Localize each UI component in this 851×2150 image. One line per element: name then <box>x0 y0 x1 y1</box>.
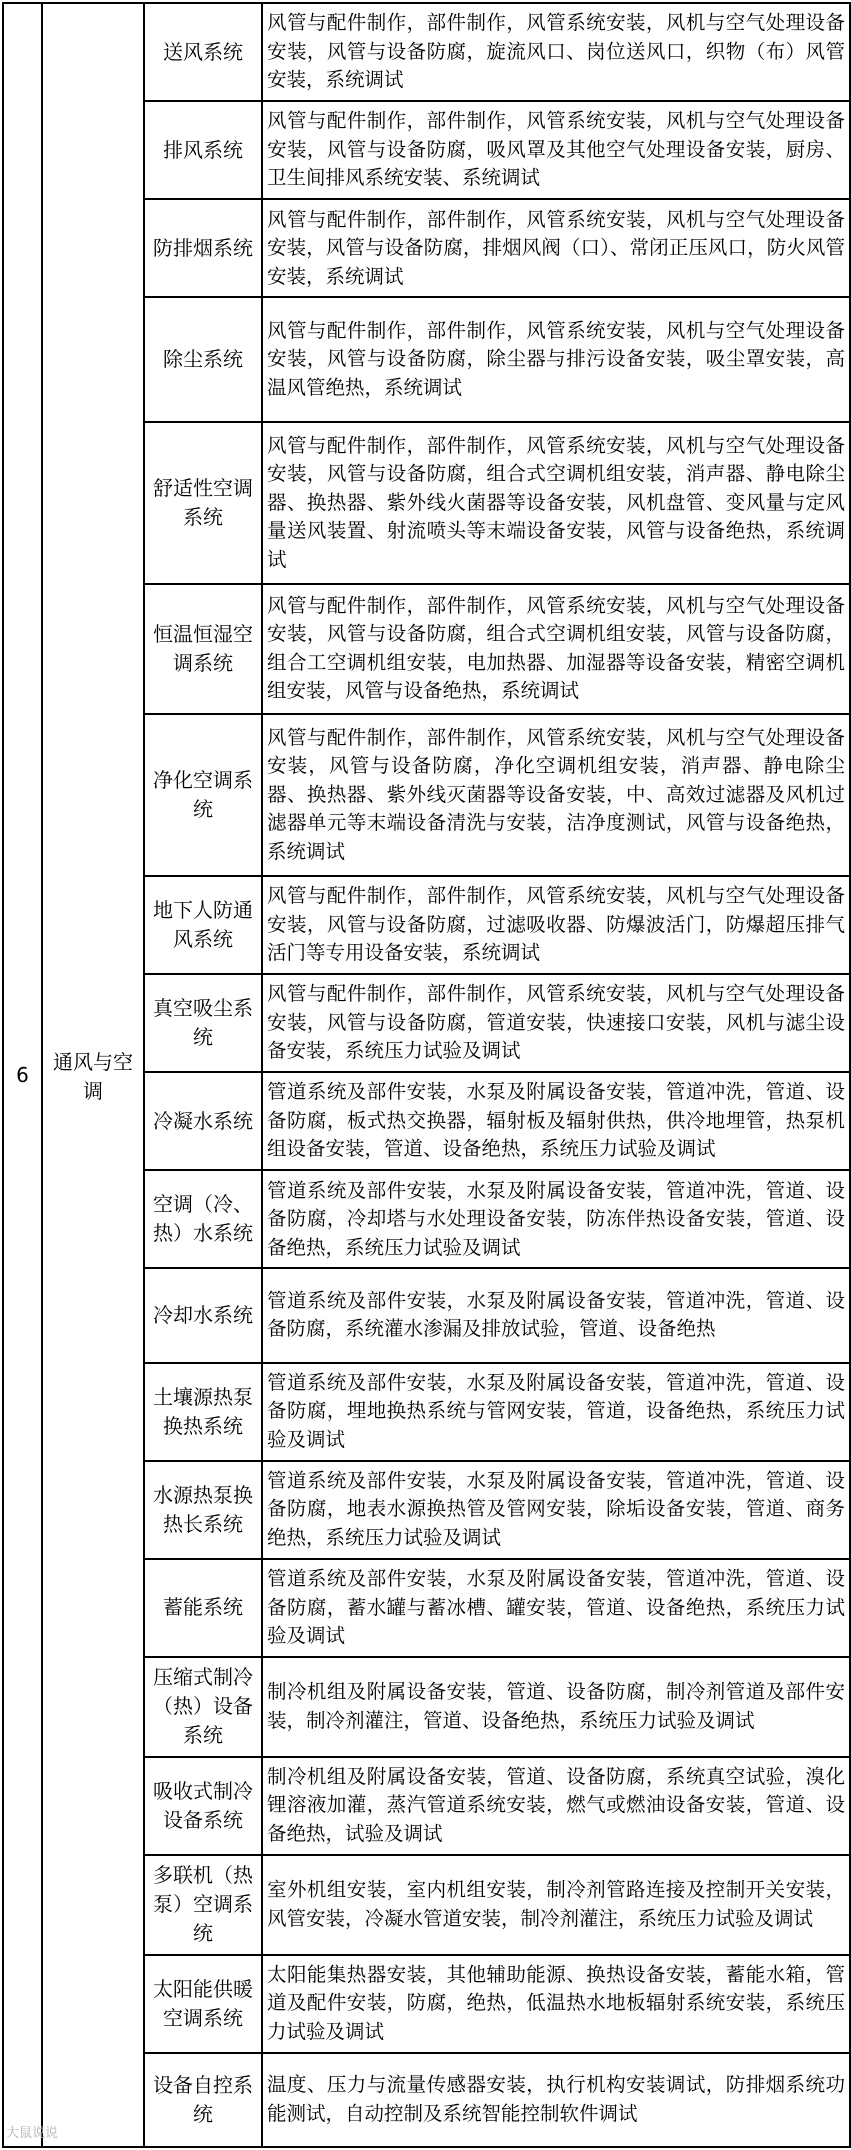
subsystem-content: 制冷机组及附属设备安装，管道、设备防腐，制冷剂管道及部件安装，制冷剂灌注，管道、设备绝热，系统压力试验及调试 <box>262 1657 850 1757</box>
subsystem-name: 蓄能系统 <box>144 1559 262 1657</box>
subsystem-content: 管道系统及部件安装，水泵及附属设备安装，管道冲洗，管道、设备防腐，蓄水罐与蓄冰槽、罐安装，管道、设备绝热，系统压力试验及调试 <box>262 1559 850 1657</box>
subsystem-content: 风管与配件制作，部件制作，风管系统安装，风机与空气处理设备安装，风管与设备防腐，排烟风阀（口）、常闭正压风口，防火风管安装，系统调试 <box>262 199 850 297</box>
subsystem-name: 真空吸尘系统 <box>144 974 262 1072</box>
subsystem-content: 制冷机组及附属设备安装，管道、设备防腐，系统真空试验，溴化锂溶液加灌，蒸汽管道系统安装，燃气或燃油设备安装，管道、设备绝热，试验及调试 <box>262 1757 850 1855</box>
subsystem-content: 风管与配件制作，部件制作，风管系统安装，风机与空气处理设备安装，风管与设备防腐，除尘器与排污设备安装，吸尘罩安装，高温风管绝热，系统调试 <box>262 297 850 421</box>
subsystem-name: 水源热泵换热长系统 <box>144 1461 262 1559</box>
specification-table <box>2 2 851 2148</box>
subsystem-content: 风管与配件制作，部件制作，风管系统安装，风机与空气处理设备安装，风管与设备防腐，组合式空调机组安装，消声器、静电除尘器、换热器、紫外线火菌器等设备安装，风机盘管、变风量与定风量送风装置、射流喷头等末端设备安装，风管与设备绝热，系统调试 <box>262 422 850 584</box>
subsystem-content: 室外机组安装，室内机组安装，制冷剂管路连接及控制开关安装，风管安装，冷凝水管道安装，制冷剂灌注，系统压力试验及调试 <box>262 1855 850 1955</box>
subsystem-name: 冷却水系统 <box>144 1268 262 1362</box>
subsystem-content: 管道系统及部件安装，水泵及附属设备安装，管道冲洗，管道、设备防腐，埋地换热系统与管网安装，管道，设备绝热，系统压力试验及调试 <box>262 1363 850 1461</box>
subsystem-name: 冷凝水系统 <box>144 1072 262 1170</box>
subsystem-content: 管道系统及部件安装，水泵及附属设备安装，管道冲洗，管道、设备防腐，板式热交换器，辐射板及辐射供热，供冷地埋管，热泵机组设备安装，管道、设备绝热，系统压力试验及调试 <box>262 1072 850 1170</box>
watermark: 大鼠说说 <box>6 2126 59 2141</box>
subsystem-name: 太阳能供暖空调系统 <box>144 1955 262 2053</box>
table-row <box>3 3 850 101</box>
category-cell: 通风与空调 <box>42 3 144 2147</box>
subsystem-content: 管道系统及部件安装，水泵及附属设备安装，管道冲洗，管道、设备防腐，系统灌水渗漏及排放试验，管道、设备绝热 <box>262 1268 850 1362</box>
subsystem-name: 地下人防通风系统 <box>144 876 262 974</box>
subsystem-name: 净化空调系统 <box>144 714 262 876</box>
subsystem-content: 风管与配件制作，部件制作，风管系统安装，风机与空气处理设备安装，风管与设备防腐，管道安装，快速接口安装，风机与滤尘设备安装，系统压力试验及调试 <box>262 974 850 1072</box>
subsystem-name: 多联机（热泵）空调系统 <box>144 1855 262 1955</box>
subsystem-content: 风管与配件制作，部件制作，风管系统安装，风机与空气处理设备安装，风管与设备防腐，旋流风口、岗位送风口，织物（布）风管安装，系统调试 <box>262 3 850 101</box>
subsystem-name: 设备自控系统 <box>144 2053 262 2147</box>
subsystem-name: 除尘系统 <box>144 297 262 421</box>
subsystem-content: 温度、压力与流量传感器安装，执行机构安装调试，防排烟系统功能测试，自动控制及系统智能控制软件调试 <box>262 2053 850 2147</box>
subsystem-name: 土壤源热泵换热系统 <box>144 1363 262 1461</box>
subsystem-content: 风管与配件制作，部件制作，风管系统安装，风机与空气处理设备安装，风管与设备防腐，过滤吸收器、防爆波活门，防爆超压排气活门等专用设备安装，系统调试 <box>262 876 850 974</box>
subsystem-name: 吸收式制冷设备系统 <box>144 1757 262 1855</box>
subsystem-content: 管道系统及部件安装，水泵及附属设备安装，管道冲洗，管道、设备防腐，地表水源换热管及管网安装，除垢设备安装，管道、商务绝热，系统压力试验及调试 <box>262 1461 850 1559</box>
subsystem-name: 空调（冷、热）水系统 <box>144 1170 262 1268</box>
subsystem-content: 风管与配件制作，部件制作，风管系统安装，风机与空气处理设备安装，风管与设备防腐，吸风罩及其他空气处理设备安装，厨房、卫生间排风系统安装、系统调试 <box>262 101 850 199</box>
subsystem-content: 太阳能集热器安装，其他辅助能源、换热设备安装，蓄能水箱，管道及配件安装，防腐，绝热，低温热水地板辐射系统安装，系统压力试验及调试 <box>262 1955 850 2053</box>
table-body <box>3 3 850 2147</box>
item-number: 6 <box>3 3 42 2147</box>
subsystem-content: 风管与配件制作，部件制作，风管系统安装，风机与空气处理设备安装，风管与设备防腐，组合式空调机组安装，风管与设备防腐，组合工空调机组安装，电加热器、加湿器等设备安装，精密空调机组安装，风管与设备绝热，系统调试 <box>262 584 850 714</box>
subsystem-name: 送风系统 <box>144 3 262 101</box>
subsystem-content: 风管与配件制作，部件制作，风管系统安装，风机与空气处理设备安装，风管与设备防腐，净化空调机组安装，消声器、静电除尘器、换热器、紫外线灭菌器等设备安装，中、高效过滤器及风机过滤器单元等末端设备清洗与安装，洁净度测试，风管与设备绝热，系统调试 <box>262 714 850 876</box>
subsystem-name: 防排烟系统 <box>144 199 262 297</box>
subsystem-name: 恒温恒湿空调系统 <box>144 584 262 714</box>
subsystem-name: 舒适性空调系统 <box>144 422 262 584</box>
subsystem-name: 压缩式制冷（热）设备系统 <box>144 1657 262 1757</box>
subsystem-name: 排风系统 <box>144 101 262 199</box>
subsystem-content: 管道系统及部件安装，水泵及附属设备安装，管道冲洗，管道、设备防腐，冷却塔与水处理设备安装，防冻伴热设备安装，管道、设备绝热，系统压力试验及调试 <box>262 1170 850 1268</box>
